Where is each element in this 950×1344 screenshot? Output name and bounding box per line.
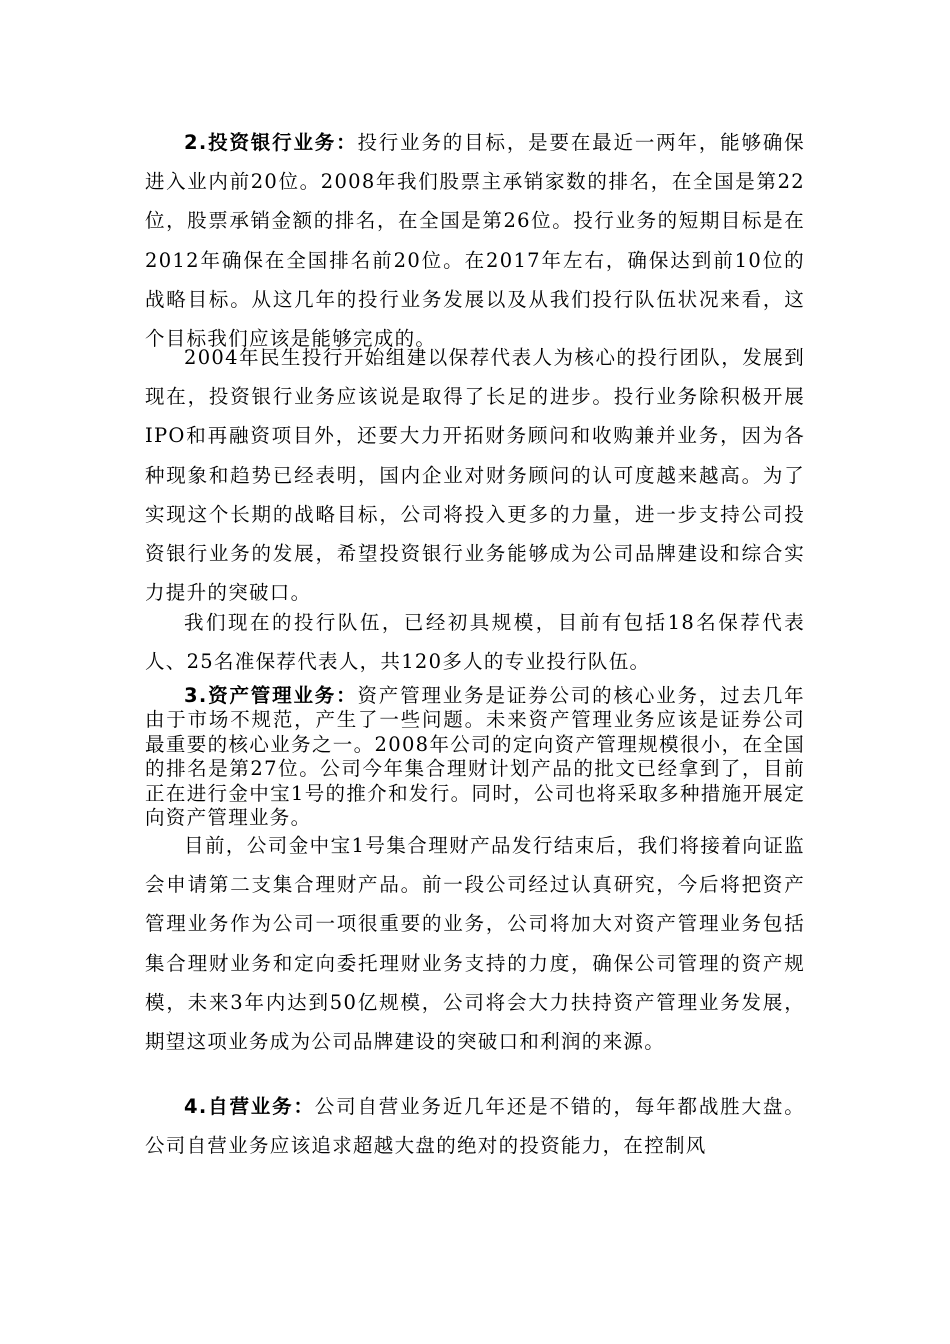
paragraph-investment-banking-team (145, 603, 805, 681)
paragraph-investment-banking (145, 123, 805, 358)
paragraph-proprietary-trading (145, 1087, 805, 1165)
paragraph-investment-banking-history (145, 338, 805, 612)
paragraph-text: 我们现在的投行队伍，已经初具规模，目前有包括18名保荐代表人、25名准保荐代表人，共120多人的专业投行队伍。 (145, 611, 805, 674)
paragraph-text: 公司自营业务近几年还是不错的，每年都战胜大盘。公司自营业务应该追求超越大盘的绝对的投资能力，在控制风 (145, 1095, 805, 1158)
paragraph-text: 目前，公司金中宝1号集合理财产品发行结束后，我们将接着向证监会申请第二支集合理财产品。前一段公司经过认真研究，今后将把资产管理业务作为公司一项很重要的业务，公司将加大对资产管理业务包括集合理财业务和定向委托理财业务支持的力度，确保公司管理的资产规模，未来3年内达到50亿规模，公司将会大力扶持资产管理业务发展，期望这项业务成为公司品牌建设的突破口和利润的来源。 (145, 834, 805, 1054)
section-heading-investment-banking: 2.投资银行业务： (184, 131, 358, 154)
paragraph-text: 资产管理业务是证券公司的核心业务，过去几年由于市场不规范，产生了一些问题。未来资产管理业务应该是证券公司最重要的核心业务之一。2008年公司的定向资产管理规模很小，在全国的排名是第27位。公司今年集合理财计划产品的批文已经拿到了，目前正在进行金中宝1号的推介和发行。同时，公司也将采取多种措施开展定向资产管理业务。 (145, 684, 805, 830)
section-heading-proprietary-trading: 4.自营业务： (184, 1095, 315, 1118)
paragraph-text: 投行业务的目标，是要在最近一两年，能够确保进入业内前20位。2008年我们股票主承销家数的排名，在全国是第22位，股票承销金额的排名，在全国是第26位。投行业务的短期目标是在2012年确保在全国排名前20位。在2017年左右，确保达到前10位的战略目标。从这几年的投行业务发展以及从我们投行队伍状况来看，这个目标我们应该是能够完成的。 (145, 131, 805, 351)
paragraph-asset-management-plan (145, 826, 805, 1061)
paragraph-text: 2004年民生投行开始组建以保荐代表人为核心的投行团队，发展到现在，投资银行业务应该说是取得了长足的进步。投行业务除积极开展IPO和再融资项目外，还要大力开拓财务顾问和收购兼并业务，因为各种现象和趋势已经表明，国内企业对财务顾问的认可度越来越高。为了实现这个长期的战略目标，公司将投入更多的力量，进一步支持公司投资银行业务的发展，希望投资银行业务能够成为公司品牌建设和综合实力提升的突破口。 (145, 346, 805, 605)
paragraph-asset-management (145, 684, 805, 830)
section-heading-asset-management: 3.资产管理业务： (184, 684, 358, 707)
